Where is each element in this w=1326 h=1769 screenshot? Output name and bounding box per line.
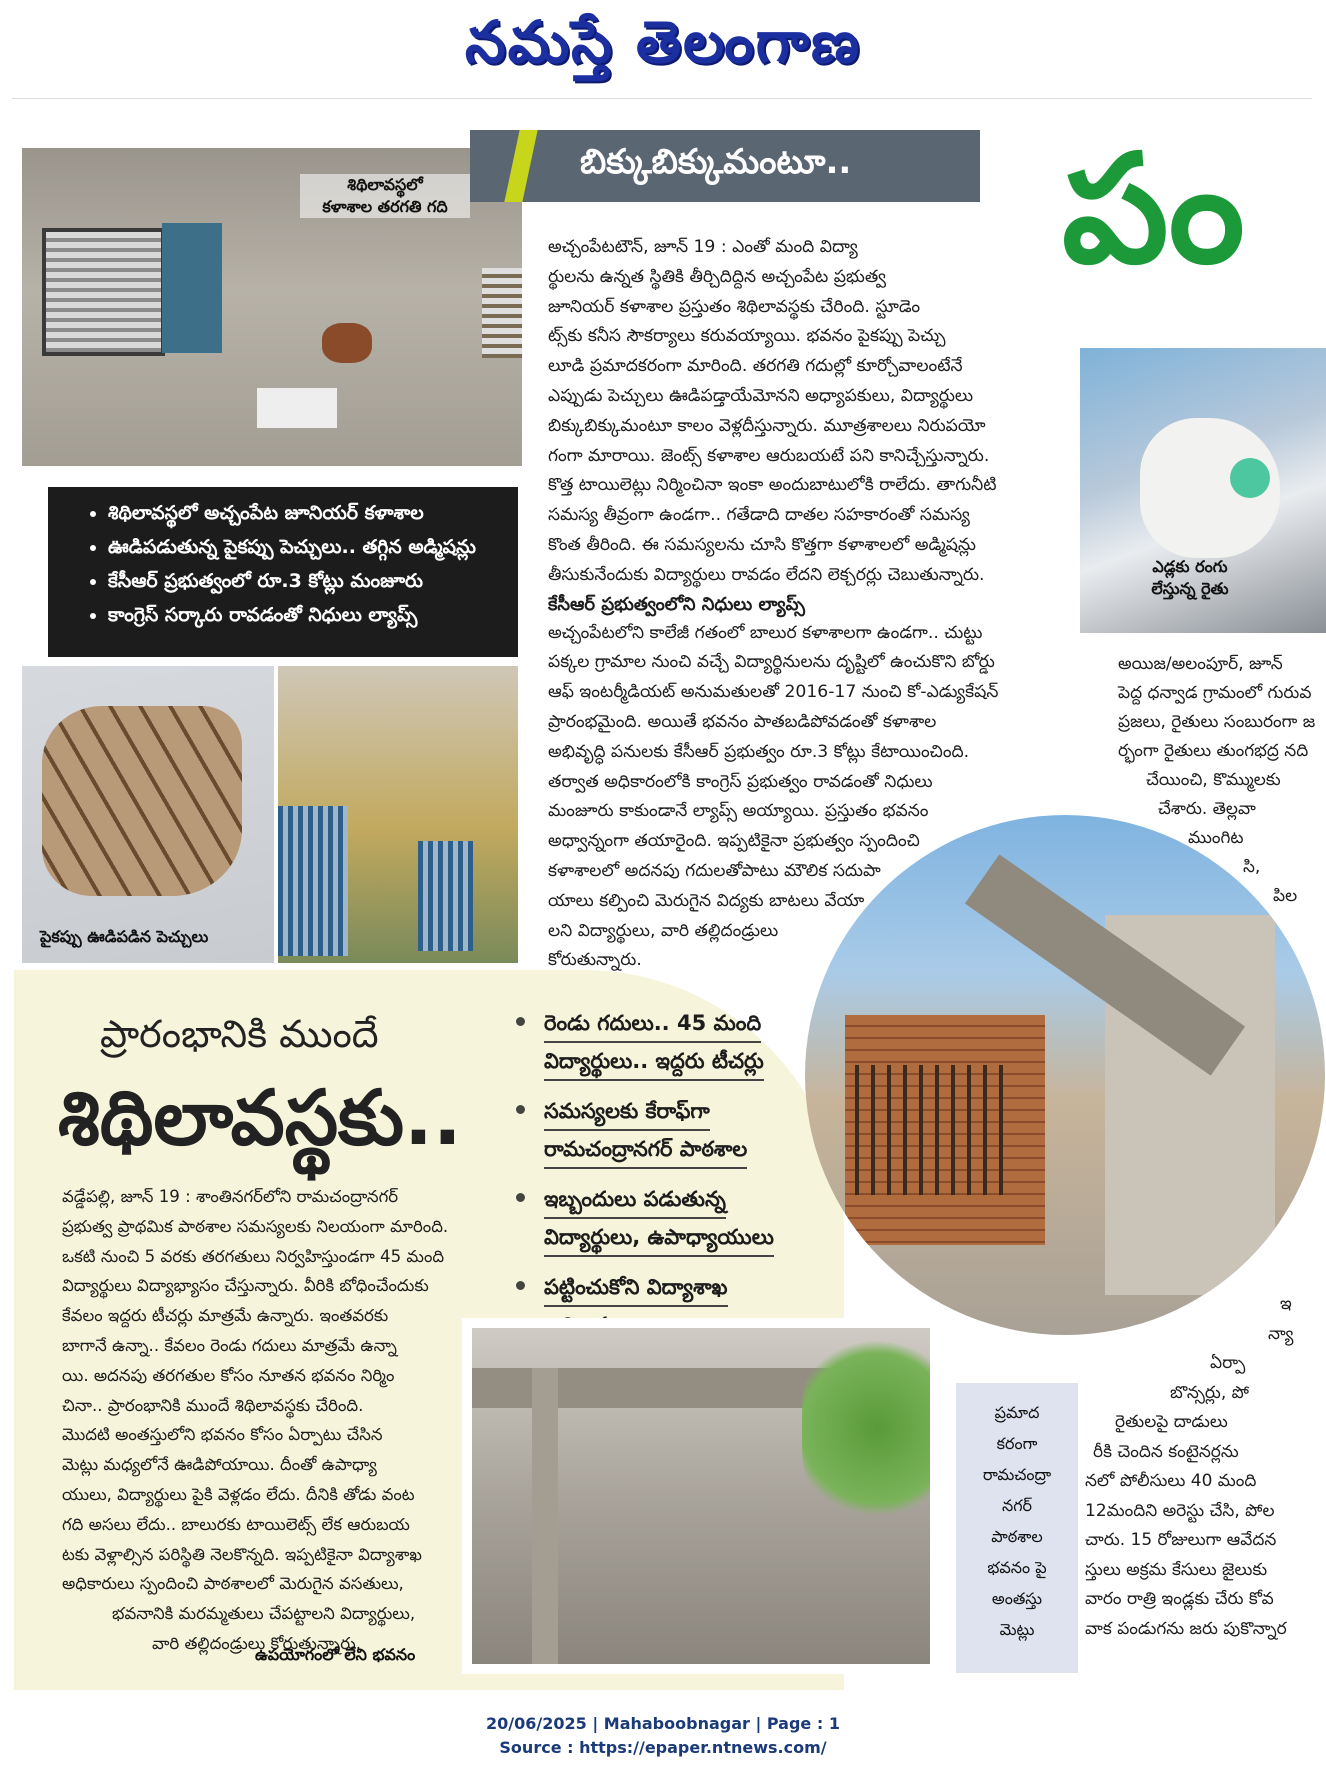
unused-building-caption: ఉపయోగంలో లేని భవనం — [255, 1645, 416, 1664]
story-subhead: కేసీఆర్ ప్రభుత్వంలోని నిధులు ల్యాప్స్ — [548, 593, 805, 615]
highlight-item: • కేసీఆర్ ప్రభుత్వంలో రూ.3 కోట్లు మంజూరు — [108, 569, 518, 593]
text-line: వారం రాత్రి ఇండ్లకు చేరు కోవ — [1085, 1589, 1274, 1609]
text-line: పెద్ద ధన్వాడ గ్రామంలో గురువ — [1118, 683, 1312, 703]
door-shape — [162, 223, 222, 353]
exposed-rebar — [42, 706, 242, 896]
highlight-item: సమస్యలకు కేరాఫ్‌గా రామచంద్రానగర్ పాఠశాల — [510, 1093, 810, 1169]
text-line: గది అసలు లేదు.. బాలురకు టాయిలెట్స్ లేక ఆరుబయ — [62, 1514, 410, 1534]
bull-photo-caption: ఎడ్లకు రంగు లేస్తున్న రైతు — [1151, 557, 1229, 598]
text-line: వాక పండుగను జరు పుకొన్నార — [1085, 1618, 1287, 1639]
text-line: రైతులపై దాడులు — [1115, 1412, 1228, 1432]
text-line: ఒకటి నుంచి 5 వరకు తరగతులు నిర్వహిస్తుండగా 45 మంది — [62, 1246, 445, 1266]
text-line: యి. అదనపు తరగతుల కోసం నూతన భవనం నిర్మిం — [62, 1365, 395, 1385]
highlights-box — [48, 487, 518, 657]
text-line: ముంగిట — [1188, 828, 1244, 848]
text-line: బిక్కుబిక్కుమంటూ కాలం వెళ్లదీస్తున్నారు. మూత్రశాలలు నిరుపయో — [548, 415, 986, 436]
text-line: భవనానికి మరమ్మతులు చేపట్టాలని విద్యార్థులు, — [112, 1604, 416, 1624]
text-line: లని విద్యార్థులు, వారి తల్లిదండ్రులు — [548, 920, 779, 941]
washbasin-shape — [257, 388, 337, 428]
ceiling-photo-caption: పైకప్పు ఊడిపడిన పెచ్చులు — [40, 927, 209, 946]
footer-source[interactable]: Source : https://epaper.ntnews.com/ — [499, 1738, 827, 1757]
text-line: ప్రభుత్వ ప్రాథమిక పాఠశాల సమస్యలకు నిలయంగా మారింది. — [62, 1216, 449, 1236]
kicker-accent — [504, 130, 537, 202]
text-line: యాలు కల్పించి మెరుగైన విద్యకు బాటలు వేయా — [548, 890, 865, 911]
text-line: స్తులు అక్రమ కేసులు జైలుకు — [1085, 1559, 1268, 1580]
corridor-window-2 — [418, 841, 473, 951]
text-line: కళాశాలలో అదనపు గదులతోపాటు మౌలిక సదుపా — [548, 860, 881, 881]
text-line: తర్వాత అధికారంలోకి కాంగ్రెస్ ప్రభుత్వం రావడంతో నిధులు — [548, 771, 933, 792]
building-pillar — [532, 1368, 558, 1668]
text-line: వడ్డేపల్లి, జూన్ 19 : శాంతినగర్‌లోని రామచంద్రానగర్ — [62, 1187, 399, 1206]
text-line: ర్థులను ఉన్నత స్థితికి తీర్చిదిద్దిన అచ్చంపేట ప్రభుత్వ — [548, 266, 886, 287]
right-story-text-lower — [1085, 1290, 1326, 1644]
window-shape — [42, 228, 165, 356]
text-line: టకు వెళ్లాల్సిన పరిస్థితి నెలకొన్నది. ఇప్పటికైనా విద్యాశాఖ — [62, 1544, 422, 1564]
text-line: సమస్య తీవ్రంగా ఉండగా.. గతేడాది దాతల సహకారంతో సమస్య — [548, 505, 970, 526]
window-right — [482, 268, 522, 358]
corridor-window — [278, 806, 348, 956]
staircase-photo — [805, 815, 1325, 1335]
text-line: అచ్చంపేటటౌన్, జూన్ 19 : ఎంతో మంది విద్యా — [548, 237, 858, 257]
text-line: యులు, విద్యార్థులు పైకి వెళ్లడం లేదు. దీనికి తోడు వంట — [62, 1484, 415, 1504]
text-line: అభివృద్ధి పనులకు కేసీఆర్ ప్రభుత్వం రూ.3 కోట్లు కేటాయించింది. — [548, 741, 970, 762]
footer-dateline: 20/06/2025 | Mahaboobnagar | Page : 1 — [486, 1714, 840, 1733]
window-grill — [855, 1065, 1005, 1195]
bottom-title-line2: శిథిలావస్థకు.. — [58, 1073, 462, 1162]
unused-building-photo — [462, 1318, 940, 1674]
text-line: మంజూరు కాకుండానే ల్యాప్స్ అయ్యాయి. ప్రస్తుతం భవనం — [548, 801, 929, 822]
stairs-caption-box — [956, 1383, 1078, 1673]
building-slab — [472, 1368, 832, 1408]
text-line: న్యా — [1268, 1323, 1294, 1344]
text-line: చారు. 15 రోజులుగా ఆవేదన — [1085, 1530, 1277, 1550]
damage-spot — [322, 323, 372, 363]
text-line: రీకి చెందిన కంటైనర్లను — [1093, 1441, 1239, 1462]
classroom-photo-caption: శిథిలావస్థలో కళాశాల తరగతి గది — [300, 174, 470, 218]
text-line: లూడి ప్రమాదకరంగా మారింది. తరగతి గదుల్లో కూర్చోవాలంటేనే — [548, 356, 963, 377]
text-line: కొంత తీరింది. ఈ సమస్యలను చూసి కొత్తగా కళాశాలలో అడ్మిషన్లు — [548, 534, 976, 555]
highlight-item: • కాంగ్రెస్ సర్కారు రావడంతో నిధులు ల్యాప్స్ — [108, 603, 518, 627]
text-line: కేవలం ఇద్దరు టీచర్లు మాత్రమే ఉన్నారు. ఇంతవరకు — [62, 1306, 389, 1326]
text-line: చేశారు. తెల్లవా — [1158, 799, 1256, 819]
highlight-item: రెండు గదులు.. 45 మంది విద్యార్థులు.. ఇద్దరు టీచర్లు — [510, 1005, 810, 1081]
text-line: ఇ — [1280, 1294, 1292, 1314]
text-line: విద్యార్థులు విద్యాభ్యాసం చేస్తున్నారు. వీరికి బోధించేందుకు — [62, 1276, 429, 1296]
text-line: ప్రారంభమైంది. అయితే భవనం పాతబడిపోవడంతో కళాశాల — [548, 711, 937, 732]
caption-lines: ప్రమాద కరంగా రామచంద్రా నగర్ పాఠశాల భవనం పై అంతస్తు మెట్లు — [982, 1403, 1052, 1639]
right-headline: పం — [1062, 123, 1245, 297]
text-line: 12మందిని అరెస్టు చేసి, పోల — [1085, 1500, 1275, 1521]
text-line: మొదటి అంతస్తులోని భవనం కోసం ఏర్పాటు చేసిన — [62, 1425, 383, 1445]
ceiling-damage-photo — [22, 666, 274, 963]
highlight-item: • ఊడిపడుతున్న పైకప్పు పెచ్చులు.. తగ్గిన అడ్మిషన్లు — [108, 535, 518, 559]
bottom-highlights — [510, 1005, 810, 1357]
text-line: నలో పోలీసులు 40 మంది — [1085, 1471, 1257, 1491]
text-line: జూనియర్ కళాశాల ప్రస్తుతం శిథిలావస్థకు చేరింది. స్టూడెం — [548, 296, 921, 317]
text-line: ఏర్పా — [1210, 1353, 1246, 1373]
text-line: అయిజ/అలంపూర్, జూన్ — [1118, 654, 1283, 674]
text-line: బొన్సర్లు, పో — [1170, 1382, 1249, 1403]
highlight-item: • శిథిలావస్థలో అచ్చంపేట జూనియర్ కళాశాల — [108, 501, 518, 525]
text-line: ప్రజలు, రైతులు సంబురంగా జ — [1118, 712, 1316, 732]
text-line: ట్స్‌కు కనీస సౌకర్యాలు కరువయ్యాయి. భవనం పైకప్పు పెచ్చు — [548, 326, 946, 347]
bottom-story-body — [62, 1182, 502, 1659]
text-line: వారి తల్లిదండ్రులు కోరుతున్నారు. — [152, 1633, 362, 1653]
bottom-highlights-list — [510, 1005, 810, 1345]
text-line: కొత్త టాయిలెట్లు నిర్మించినా ఇంకా అందుబాటులోకి రాలేదు. తాగునీటి — [548, 475, 997, 496]
page-rule — [12, 98, 1312, 99]
bottom-title-line1: ప్రారంభానికి ముందే — [100, 1012, 379, 1056]
text-line: గంగా మారాయి. జెంట్స్ కళాశాల ఆరుబయటే పని కానిచ్చేస్తున్నారు. — [548, 445, 990, 466]
highlight-item: ఇబ్బందులు పడుతున్న విద్యార్థులు, ఉపాధ్యాయులు — [510, 1181, 810, 1257]
tree-shape — [802, 1328, 940, 1528]
text-line: ఎప్పుడు పెచ్చులు ఊడిపడ్తాయేమోనని అధ్యాపకులు, విద్యార్థులు — [548, 385, 974, 406]
text-line: పక్కల గ్రామాల నుంచి వచ్చే విద్యార్థినులను దృష్టిలో ఉంచుకొని బోర్డు — [548, 652, 995, 673]
text-line: సి, — [1243, 857, 1261, 877]
text-line: పిల — [1273, 886, 1298, 906]
text-line: చినా.. ప్రారంభానికి ముందే శిథిలావస్థకు చేరింది. — [62, 1395, 364, 1415]
highlight-item: పట్టించుకోని విద్యాశాఖ — [510, 1269, 810, 1345]
masthead — [0, 0, 1326, 95]
story-kicker: బిక్కుబిక్కుమంటూ.. — [470, 130, 980, 202]
text-line: అధ్వాన్నంగా తయారైంది. ఇప్పటికైనా ప్రభుత్వం స్పందించి — [548, 831, 920, 852]
text-line: ర్భంగా రైతులు తుంగభద్ర నది — [1118, 741, 1309, 761]
text-line: అధికారులు స్పందించి పాఠశాలలో మెరుగైన వసతులు, — [62, 1574, 404, 1594]
corridor-photo — [278, 666, 518, 963]
text-line: కోరుతున్నారు. — [548, 950, 642, 971]
text-line: అచ్చంపేటలోని కాలేజీ గతంలో బాలుర కళాశాలగా ఉండగా.. చుట్టు — [548, 622, 983, 643]
highlights-list — [48, 487, 518, 647]
horn-shape — [1230, 458, 1270, 498]
text-line: బాగానే ఉన్నా.. కేవలం రెండు గదులు మాత్రమే ఉన్నా — [62, 1335, 397, 1355]
text-line: మెట్లు మధ్యలోనే ఊడిపోయాయి. దీంతో ఉపాధ్యా — [62, 1455, 377, 1475]
text-line: తీసుకునేందుకు విద్యార్థులు రావడం లేదని లెక్చరర్లు చెబుతున్నారు. — [548, 564, 985, 585]
text-line: ఆఫ్ ఇంటర్మీడియట్ అనుమతులతో 2016-17 నుంచి కో-ఎడ్యుకేషన్ — [548, 682, 999, 703]
text-line: చేయించి, కొమ్ములకు — [1146, 770, 1281, 790]
masthead-title: నమస్తే తెలంగాణ — [465, 8, 861, 76]
